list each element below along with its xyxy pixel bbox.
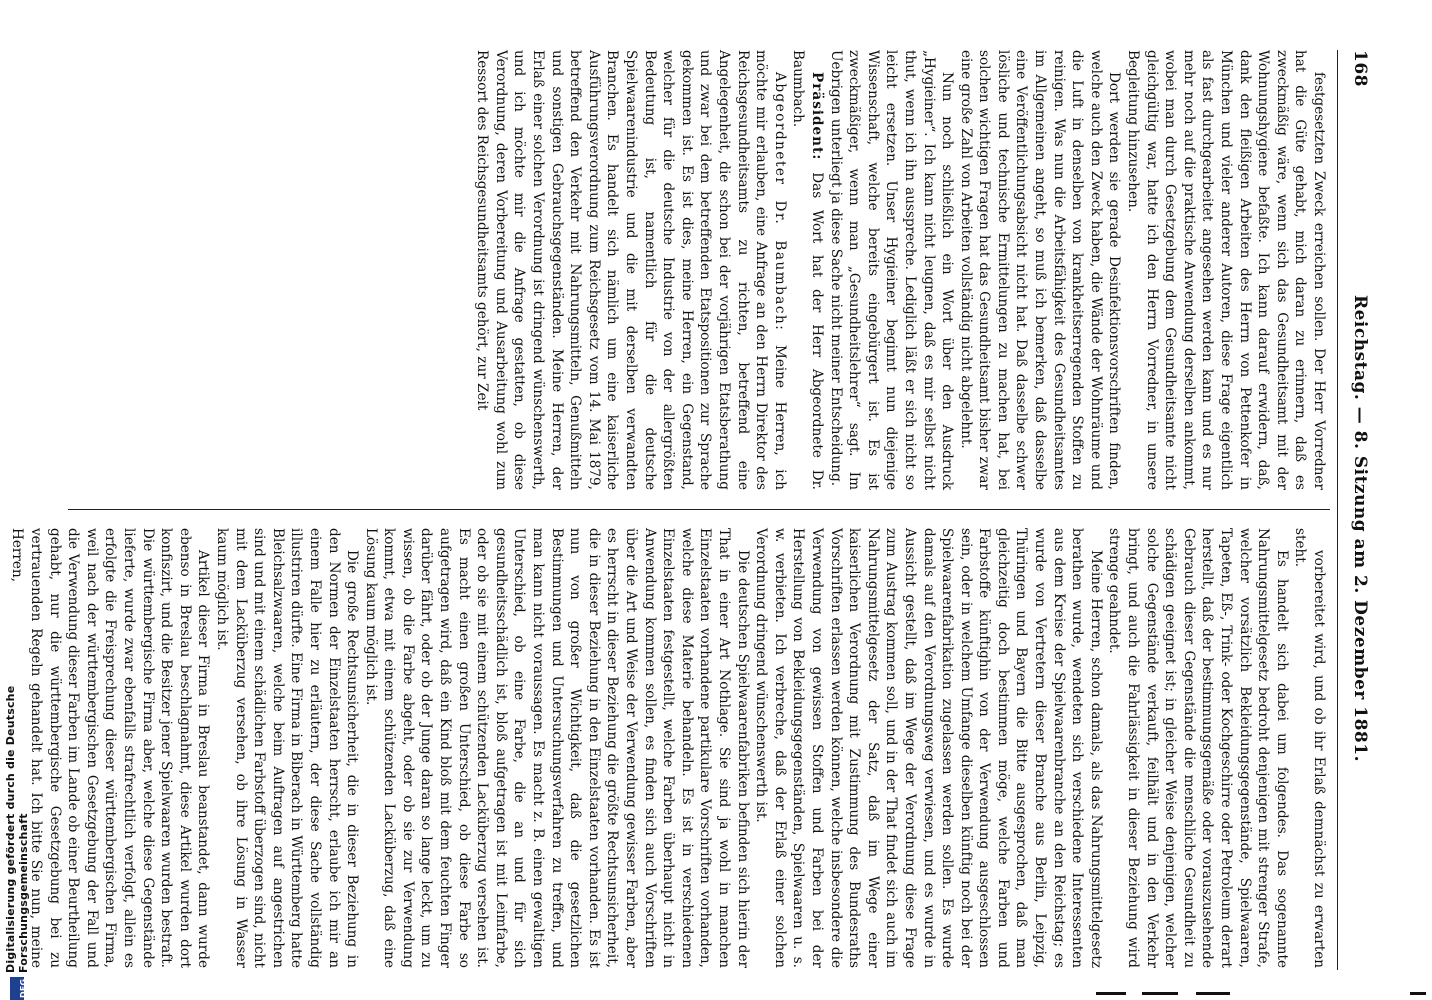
scan-mark [1196,992,1230,995]
paragraph: Artikel dieser Firma in Breslau beanstandet, dann wurde ebenso in Breslau beschlagnahmt, diese Artikel wurden dort konfiszirt, und die Besitzer jener Spielwaaren wurden bestraft. Die württembergische Firma aber, welche diese Gegenstände lieferte, wurde zwar ebenfalls strafrechtlich verfolgt, allein es erfolgte die Freisprechung dieser württembergischen Firma, weil nach der württembergischen Gesetzgebung der Fall und die Verwendung dieser Farben im Lande ob einer Beurtheilung gehabt, nur die württembergische Gesetzgebung bei zu vertrauenden Regeln gehandelt hat. Ich bitte Sie nun, meine Herren, [9,528,212,968]
scan-mark [1142,992,1178,995]
speaker-statement [473,50,789,490]
header-rule [1337,50,1338,970]
speaker-text: Meine Herren, ich möchte mir erlauben, eine Anfrage an den Herrn Direktor des Reichsgesundheitsamts zu richten, betreffend eine Angelegenheit, die schon bei der vorjährigen Etatsberathung und zwar bei dem betreffenden Etatspositionen zur Sprache gekommen ist. Es ist dies, meine Herren, ein Gegenstand, welcher für die deutsche Industrie von der allergrößten Bedeutung ist, namentlich für die deutsche Spielwaarenindustrie und die mit derselben verwandten Branchen. Es handelt sich nämlich um eine kaiserliche Ausführungsverordnung zum Reichsgesetz vom 14. Mai 1879, betreffend den Verkehr mit Nahrungsmitteln, Genußmitteln und sonstigen Gebrauchsgegenständen. Meine Herren, der Erlaß einer solchen Verordnung ist dringend wünschenswerth, und ich möchte mir die Anfrage gestatten, ob diese Verordnung, deren Vorbereitung und Ausarbeitung wohl zum Ressort des Reichsgesundheitsamts gehört, zur Zeit [474,50,788,490]
president-label: Präsident: [808,72,825,161]
paragraph: Meine Herren, schon damals, als das Nahrungsmittelgesetz berathen wurde, wendeten sich verschiedene Interessenten aus dem Kreise der Spielwaarenbranche an den Reichstag; es wurde von Vertretern dieser Branche aus Berlin, Leipzig, Thüringen und Bayern die Bitte ausgesprochen, daß man gleichzeitig doch bestimmen möge, welche Farben und Farbstoffe künftighin von der Verwendung ausgeschlossen sein, oder in welchem Umfange dieselben künftig noch bei der Spielwaarenfabrikation zugelassen werden sollen. Es wurde damals auf den Verordnungsweg verwiesen, und es wurde in Aussicht gestellt, daß im Wege der Verordnung diese Frage zum Austrag kommen soll, und in der That findet sich auch im Nahrungsmittelgesetz der Satz, daß im Wege einer kaiserlichen Verordnung mit Zustimmung des Bundesraths Vorschriften erlassen werden können, welche insbesondere die Verwendung von gewissen Stoffen und Farben bei der Herstellung von Bekleidungsgegenständen, Spielwaaren u. s. w. verbieten. Ich verbreche, daß der Erlaß einer solchen Verordnung dringend wünschenswerth ist. [753,528,1104,968]
paragraph: Die deutschen Spielwaarenfabriken befinden sich hierin der That in einer Art Nothlage. Sie sind ja wohl in manchen Einzelstaaten vorhandene partikulare Vorschriften vorhanden, welche diese Materie behandeln. Es ist in verschiedenen Einzelstaaten festgestellt, welche Farben überhaupt nicht in Anwendung kommen sollen, es finden sich auch Vorschriften über die Art und Weise der Verwendung gewisser Farben, aber es herrscht in dieser Beziehung die größte Rechtsunsicherheit, die in dieser Beziehung in den Einzelstaaten vorhanden. Es ist nun von großer Wichtigkeit, daß die gesetzlichen Bestimmungen und Untersuchungsverfahren zu treffen, und man kann nicht voraussagen. Es macht z. B. einen gewaltigen Unterschied, ob eine Farbe, die an und für sich gesundheitsschädlich ist, bloß aufgetragen ist mit Leimfarbe, oder ob sie mit einem schützenden Lacküberzug versehen ist. Es macht einen großen Unterschied, ob diese Farbe so aufgetragen wird, daß ein Kind bloß mit dem feuchten Finger darüber fährt, oder ob der Junge daran so lange leckt, um zu wissen, ob die Farbe abgeht, oder ob sie zur Verwendung kommt, etwa mit einem schützenden Lacküberzug, daß eine Lösung kaum möglich ist. [362,528,751,968]
paragraph: Die große Rechtsunsicherheit, die in dieser Beziehung in den Normen der Einzelstaaten herrscht, erlaube ich mir an einem Falle hier zu erläutern, der diese Sache vollständig illustriren dürfte. Eine Firma in Biberach in Württemberg hatte Bleichsalzwaaren, welche beim Auftragen auf angestrichen sind und mit einem schädlichen Farbstoff überzogen sind, nicht mit dem Lacküberzug versehen, ob ihre Lösung in Wasser kaum möglich ist. [213,528,361,968]
page-header [1340,50,1380,970]
column-divider [68,509,1330,510]
scan-mark [1410,992,1426,995]
paragraph: festgesetzten Zweck erreichen sollen. Der Herr Vorredner hat die Güte gehabt, mich daran zu erinnern, daß es zweckmäßig wäre, wenn sich das Gesundheitsamt mit der Wohnungshygiene befaßte. Ich kann darauf erwidern, daß, dank den fleißigen Arbeiten des Herrn von Pettenkofer in München und vieler anderer Autoren, diese Frage eigentlich als fast durchgearbeitet angesehen werden kann und es nur mehr noch auf die praktische Anwendung derselben ankommt, wobei man durch Gesetzgebung dem Gesundheitsamte nicht gleichgültig war, hatte ich den Herrn Vorredner, in unsere Begleitung hinzusehen. [1125,50,1327,490]
page-number: 168 [1350,50,1370,87]
president-text: Das Wort hat der Herr Abgeordnete Dr. Baumbach. [790,50,825,490]
paragraph: Nun noch schließlich ein Wort über den Ausdruck „Hygieiner“. Ich kann nicht leugnen, daß es mir selbst nicht thut, wenn ich ihn ausspreche. Lediglich läßt er sich nicht so leicht ersetzen. Unser Hygieiner beginnt nun diejenige Wissenschaft, welche bereits eingebürgert ist. Es ist zweckmäßiger, wenn man „Gesundheitslehrer“ sagt. Im Uebrigen unterliegt ja diese Sache nicht meiner Entscheidung. [827,50,956,490]
credit-text: Digitalisierung gefördert durch die Deutsche Forschungsgemeinschaft [4,685,30,973]
running-title: Reichstag. — 8. Sitzung am 2. Dezember 1881. [1350,294,1370,763]
president-statement [789,50,826,490]
paragraph: vorbereitet wird, und ob ihr Erlaß demnächst zu erwarten steht. [1292,528,1327,968]
dfg-logo: DFG [10,977,24,1000]
paragraph: Dort werden sie gerade Desinfektionsvorschriften finden, welche auch den Zweck haben, die Wände der Wohnräume und die Luft in denselben von krankheitserregenden Stoffen zu reinigen. Was nun die Arbeitsfähigkeit des Gesundheitsamtes im Allgemeinen angeht, so muß ich bemerken, daß dasselbe eine Veröffentlichungsabsicht nicht hat. Daß dasselbe schwer lösliche und technische Ermittelungen zu machen hat, bei solchen wichtigen Fragen hat das Gesundheitsamt bisher zwar eine große Zahl von Arbeiten vollständig nicht abgelehnt. [957,50,1123,490]
speaker-label: Abgeordneter Dr. Baumbach: [771,72,788,332]
scan-mark [1096,992,1126,995]
paragraph: Es handelt sich dabei um folgendes. Das sogenannte Nahrungsmittelgesetz bedroht denjenigen mit strenger Strafe, welcher vorsätzlich Bekleidungsgegenstände, Spielwaaren, Tapeten, Eß-, Trink- oder Kochgeschirre oder Petroleum derart herstellt, daß der bestimmungsgemäße oder vorauszusehende Gebrauch dieser Gegenstände die menschliche Gesundheit zu schädigen geeignet ist; in gleicher Weise denjenigen, welcher solche Gegenstände verkauft, feilhält und in den Verkehr bringt, und auch die Fahrlässigkeit in dieser Beziehung wird strenge geahndet. [1106,528,1290,968]
left-column [68,50,1328,490]
